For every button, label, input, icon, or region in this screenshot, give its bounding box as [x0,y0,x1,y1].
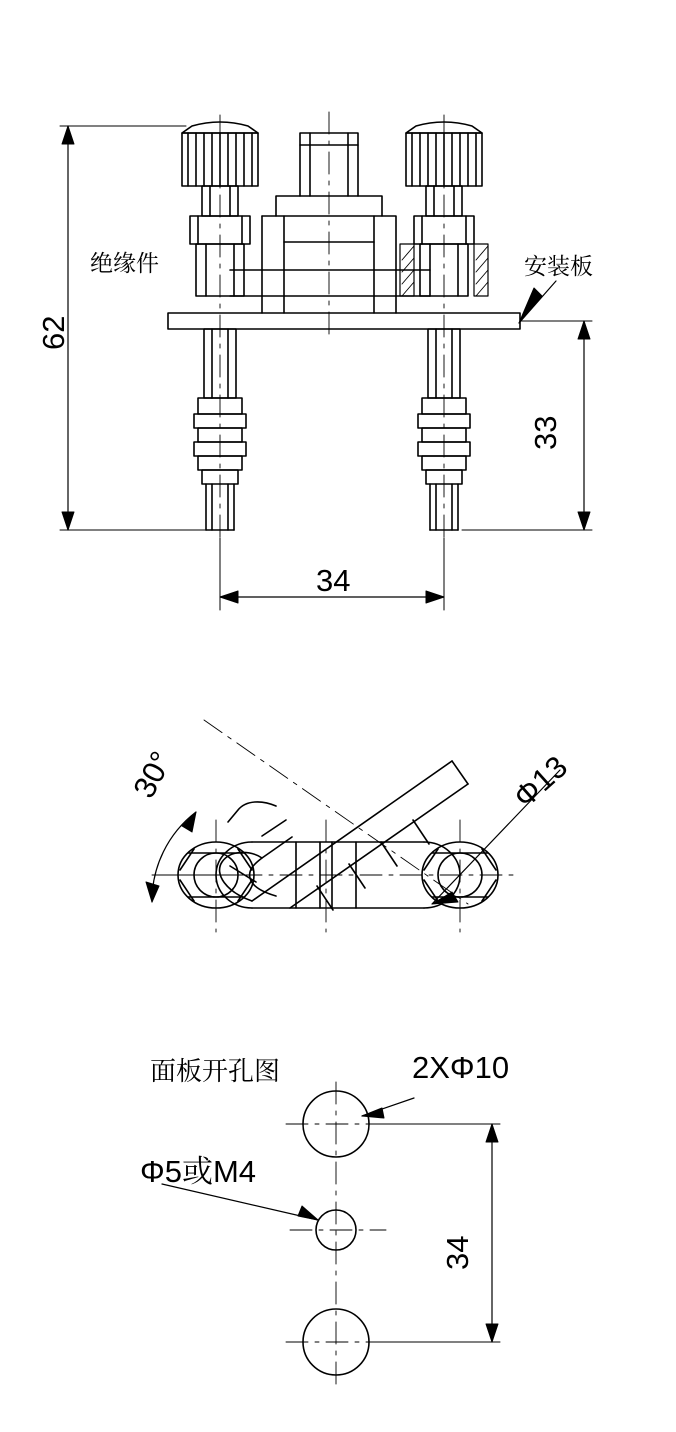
annotation-large-holes: 2XΦ10 [412,1050,510,1085]
dimension-overall-height: 62 [36,315,71,350]
dimension-hole-spacing: 34 [440,1235,475,1270]
front-elevation-view [0,0,676,660]
annotation-small-hole: Φ5或M4 [140,1154,257,1189]
dimension-angle: 30° [126,745,180,804]
panel-view-graphic [0,1020,676,1432]
top-plan-view [0,660,676,1020]
insulator-label: 绝缘件 [90,250,159,276]
dimension-below-plate-height: 33 [528,415,563,450]
top-view-graphic [0,660,676,1020]
dimension-diameter-13: Φ13 [506,748,575,815]
panel-cutout-view [0,1020,676,1432]
dimension-pin-spacing: 34 [316,563,351,598]
mounting-plate-label: 安装板 [524,253,593,279]
panel-cutout-title: 面板开孔图 [150,1056,281,1086]
front-view-graphic [0,0,676,660]
